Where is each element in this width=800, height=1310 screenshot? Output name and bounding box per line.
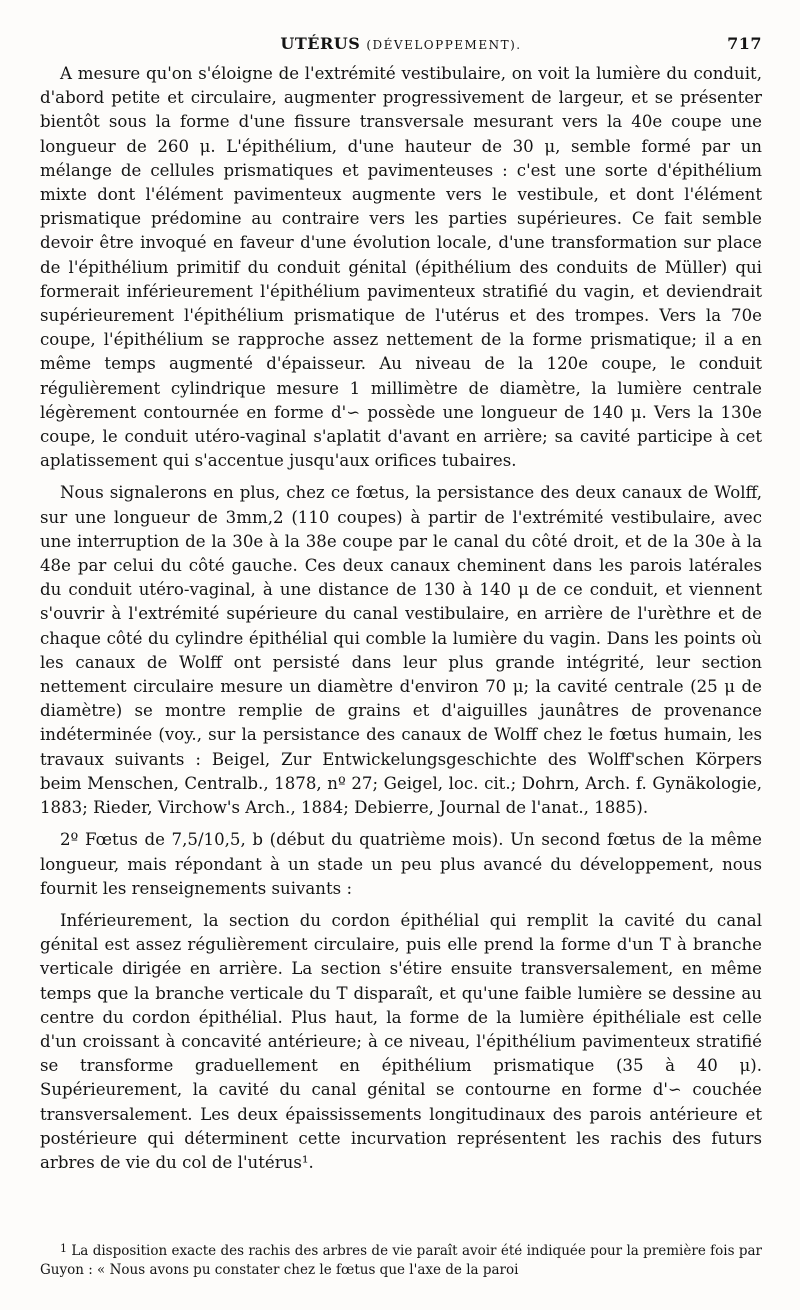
page-number: 717 [727, 34, 762, 53]
paragraph-1: A mesure qu'on s'éloigne de l'extrémité vestibulaire, on voit la lumière du conduit, d'abord petite et circulaire, augmenter progressivement de largeur, et se présenter bientôt sous la forme d'une fissure transversale mesurant vers la 40e coupe une longueur de 260 μ. L'épithélium, d'une hauteur de 30 μ, semble formé par un mélange de cellules prismatiques et pavimenteuses : c'est une sorte d'épithélium mixte dont l'élément pavimenteux augmente vers le vestibule, et dont l'élément prismatique prédomine au contraire vers les parties supérieures. Ce fait semble devoir être invoqué en faveur d'une évolution locale, d'une transformation sur place de l'épithélium primitif du conduit génital (épithélium des conduits de Müller) qui formerait inférieurement l'épithélium pavimenteux stratifié du vagin, et deviendrait supérieurement l'épithélium prismatique de l'utérus et des trompes. Vers la 70e coupe, l'épithélium se rapproche assez nettement de la forme prismatique; il a en même temps augmenté d'épaisseur. Au niveau de la 120e coupe, le conduit régulièrement cylindrique mesure 1 millimètre de diamètre, la lumière centrale légèrement contournée en forme d'∽ possède une longueur de 140 μ. Vers la 130e coupe, le conduit utéro-vaginal s'aplatit d'avant en arrière; sa cavité participe à cet aplatissement qui s'accentue jusqu'aux orifices tubaires. [40, 64, 762, 471]
paragraph-2: Nous signalerons en plus, chez ce fœtus, la persistance des deux canaux de Wolff, sur une longueur de 3mm,2 (110 coupes) à partir de l'extrémité vestibulaire, avec une interruption de la 30e à la 38e coupe par le canal du côté droit, et de la 30e à la 48e par celui du côté gauche. Ces deux canaux cheminent dans les parois latérales du conduit utéro-vaginal, à une distance de 130 à 140 μ de ce conduit, et viennent s'ouvrir à l'extrémité supérieure du canal vestibulaire, en arrière de l'urèthre et de chaque côté du cylindre épithélial qui comble la lumière du vagin. Dans les points où les canaux de Wolff ont persisté dans leur plus grande intégrité, leur section nettement circulaire mesure un diamètre d'environ 70 μ; la cavité centrale (25 μ de diamètre) se montre remplie de grains et d'aiguilles jaunâtres de provenance indéterminée (voy., sur la persistance des canaux de Wolff chez le fœtus humain, les travaux suivants : Beigel, Zur Entwickelungsgeschichte des Wolff'schen Körpers beim Menschen, Centralb., 1878, nº 27; Geigel, loc. cit.; Dohrn, Arch. f. Gynäkologie, 1883; Rieder, Virchow's Arch., 1884; Debierre, Journal de l'anat., 1885). [40, 483, 762, 818]
paragraph-3: 2º Fœtus de 7,5/10,5, b (début du quatrième mois). Un second fœtus de la même longueur, mais répondant à un stade un peu plus avancé du développement, nous fournit les renseignements suivants : [40, 830, 762, 898]
paragraph-4: Inférieurement, la section du cordon épithélial qui remplit la cavité du canal génital est assez régulièrement circulaire, puis elle prend la forme d'un T à branche verticale dirigée en arrière. La section s'étire ensuite transversalement, en même temps que la branche verticale du T disparaît, et qu'une faible lumière se dessine au centre du cordon épithélial. Plus haut, la forme de la lumière épithéliale est celle d'un croissant à concavité antérieure; à ce niveau, l'épithélium pavimenteux stratifié se transforme graduellement en épithélium prismatique (35 à 40 μ). Supérieurement, la cavité du canal génital se contourne en forme d'∽ couchée transversalement. Les deux épaississements longitudinaux des parois antérieure et postérieure qui déterminent cette incurvation représentent les rachis des futurs arbres de vie du col de l'utérus¹. [40, 910, 762, 1172]
header-title-main: UTÉRUS [280, 34, 361, 53]
footnote [40, 1239, 762, 1280]
running-header [40, 34, 762, 56]
header-title [40, 34, 762, 53]
header-title-sub: (DÉVELOPPEMENT). [366, 38, 522, 52]
footnote-text: La disposition exacte des rachis des arbres de vie paraît avoir été indiquée pour la première fois par Guyon : « Nous avons pu constater chez le fœtus que l'axe de la paroi [40, 1243, 762, 1278]
body-text [40, 62, 762, 1175]
footnote-marker: 1 [60, 1242, 67, 1255]
